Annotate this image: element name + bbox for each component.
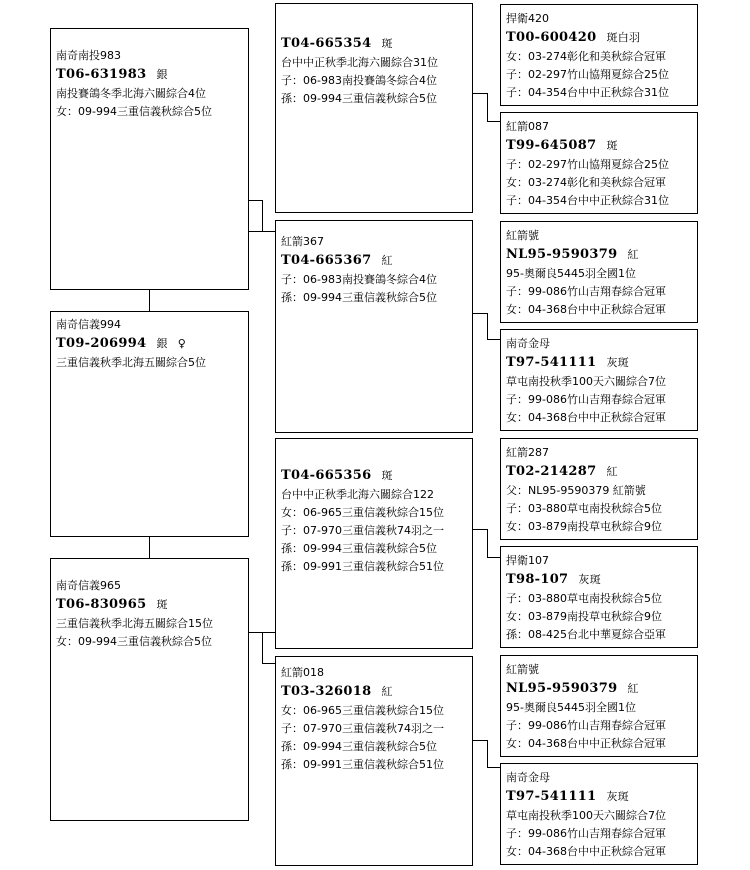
sire-sire-record: 子：06-983南投賽鴿冬綜合4位 <box>281 74 437 87</box>
dam-dam-record: 孫：09-991三重信義秋綜合51位 <box>281 758 444 771</box>
dss-color: 紅 <box>606 465 618 478</box>
dsd-ring-number: T98-107 <box>506 572 569 587</box>
dds-record: 女：04-368台中中正秋綜合冠軍 <box>506 737 666 750</box>
sire-dam-name: 紅箭367 <box>281 235 324 248</box>
dam-sire-ring-number: T04-665356 <box>281 468 372 483</box>
dam-sire-record: 子：07-970三重信義秋74羽之一 <box>281 524 444 537</box>
connector-line <box>487 339 500 340</box>
sire-ring-number: T06-631983 <box>56 67 147 82</box>
dsd-card[interactable] <box>500 546 698 648</box>
dam-record: 女：09-994三重信義秋綜合5位 <box>56 635 212 648</box>
sds-record: 女：04-368台中中正秋綜合冠軍 <box>506 303 666 316</box>
subject-name: 南奇信義994 <box>56 318 121 331</box>
ssd-ring-number: T99-645087 <box>506 138 597 153</box>
sire-card[interactable] <box>50 28 249 290</box>
sdd-name: 南奇金母 <box>506 337 550 350</box>
dam-dam-color: 紅 <box>381 685 393 698</box>
ddd-record: 子：99-086竹山吉翔春綜合冠軍 <box>506 827 666 840</box>
sss-ring-number: T00-600420 <box>506 30 597 45</box>
subject-sex-symbol: ♀ <box>177 337 187 350</box>
dss-card[interactable] <box>500 438 698 540</box>
sire-dam-ring-number: T04-665367 <box>281 253 372 268</box>
dam-dam-ring-number: T03-326018 <box>281 684 372 699</box>
sds-record: 95-奧爾良5445羽全國1位 <box>506 267 636 280</box>
sire-dam-record: 孫：09-994三重信義秋綜合5位 <box>281 291 437 304</box>
connector-line <box>248 231 275 232</box>
connector-line <box>487 529 488 557</box>
dam-color: 斑 <box>156 598 168 611</box>
subject-record: 三重信義秋季北海五關綜合5位 <box>56 356 206 369</box>
connector-line <box>149 289 150 311</box>
sds-color: 紅 <box>627 248 639 261</box>
sss-record: 子：02-297竹山協翔夏綜合25位 <box>506 68 669 81</box>
dss-record: 子：03-880草屯南投秋綜合5位 <box>506 502 662 515</box>
sdd-record: 女：04-368台中中正秋綜合冠軍 <box>506 411 666 424</box>
dsd-name: 捍衛107 <box>506 554 549 567</box>
sdd-record: 草屯南投秋季100天六關綜合7位 <box>506 375 666 388</box>
sire-sire-record: 台中中正秋季北海六關綜合31位 <box>281 56 438 69</box>
ssd-record: 子：02-297竹山協翔夏綜合25位 <box>506 158 669 171</box>
ddd-color: 灰斑 <box>606 790 630 803</box>
sire-sire-color: 斑 <box>381 37 393 50</box>
ssd-name: 紅箭087 <box>506 120 549 133</box>
connector-line <box>472 93 487 94</box>
connector-line <box>487 557 500 558</box>
sss-color: 斑白羽 <box>606 31 641 44</box>
connector-line <box>248 200 262 201</box>
sire-record: 南投賽鴿冬季北海六關綜合4位 <box>56 87 206 100</box>
connector-line <box>262 663 275 664</box>
dds-record: 95-奧爾良5445羽全國1位 <box>506 701 636 714</box>
sdd-record: 子：99-086竹山吉翔春綜合冠軍 <box>506 393 666 406</box>
sds-record: 子：99-086竹山吉翔春綜合冠軍 <box>506 285 666 298</box>
sire-dam-color: 紅 <box>381 254 393 267</box>
subject-card[interactable] <box>50 311 249 537</box>
sire-sire-ring-number: T04-665354 <box>281 36 372 51</box>
dam-sire-record: 孫：09-994三重信義秋綜合5位 <box>281 542 437 555</box>
connector-line <box>487 740 488 767</box>
dam-dam-card[interactable] <box>275 656 473 866</box>
connector-line <box>472 529 487 530</box>
dss-record: 女：03-879南投草屯秋綜合9位 <box>506 520 662 533</box>
sire-record: 女：09-994三重信義秋綜合5位 <box>56 105 212 118</box>
dam-dam-record: 子：07-970三重信義秋74羽之一 <box>281 722 444 735</box>
sss-card[interactable] <box>500 4 698 106</box>
dam-ring-number: T06-830965 <box>56 597 147 612</box>
sss-name: 捍衛420 <box>506 12 549 25</box>
sire-color: 銀 <box>156 68 168 81</box>
subject-ring-number: T09-206994 <box>56 336 147 351</box>
dam-sire-record: 台中中正秋季北海六關綜合122 <box>281 488 434 501</box>
ddd-record: 女：04-368台中中正秋綜合冠軍 <box>506 845 666 858</box>
connector-line <box>487 121 500 122</box>
dds-record: 子：99-086竹山吉翔春綜合冠軍 <box>506 719 666 732</box>
ssd-card[interactable] <box>500 112 698 214</box>
ssd-record: 女：03-274彰化和美秋綜合冠軍 <box>506 176 666 189</box>
dam-sire-color: 斑 <box>381 469 393 482</box>
dsd-record: 子：03-880草屯南投秋綜合5位 <box>506 592 662 605</box>
dam-card[interactable] <box>50 558 249 821</box>
dds-card[interactable] <box>500 655 698 757</box>
dam-sire-card[interactable] <box>275 438 473 649</box>
dam-dam-name: 紅箭018 <box>281 666 324 679</box>
connector-line <box>487 313 488 339</box>
ssd-color: 斑 <box>606 139 618 152</box>
dds-name: 紅箭號 <box>506 663 539 676</box>
dam-name: 南奇信義965 <box>56 579 121 592</box>
sire-dam-card[interactable] <box>275 220 473 433</box>
sdd-card[interactable] <box>500 329 698 431</box>
sire-name: 南奇南投983 <box>56 49 121 62</box>
dam-sire-record: 女：06-965三重信義秋綜合15位 <box>281 506 444 519</box>
ddd-card[interactable] <box>500 763 698 865</box>
sds-card[interactable] <box>500 221 698 323</box>
connector-line <box>262 200 263 231</box>
sire-sire-record: 孫：09-994三重信義秋綜合5位 <box>281 92 437 105</box>
subject-color: 銀 <box>156 337 168 350</box>
sds-ring-number: NL95-9590379 <box>506 247 618 262</box>
dss-ring-number: T02-214287 <box>506 464 597 479</box>
dam-dam-record: 孫：09-994三重信義秋綜合5位 <box>281 740 437 753</box>
sss-record: 女：03-274彰化和美秋綜合冠軍 <box>506 50 666 63</box>
connector-line <box>149 536 150 558</box>
sdd-ring-number: T97-541111 <box>506 355 597 370</box>
dsd-color: 灰斑 <box>578 573 602 586</box>
connector-line <box>487 93 488 121</box>
ssd-record: 子：04-354台中中正秋綜合31位 <box>506 194 669 207</box>
dds-ring-number: NL95-9590379 <box>506 681 618 696</box>
connector-line <box>262 632 263 663</box>
dds-color: 紅 <box>627 682 639 695</box>
dsd-record: 女：03-879南投草屯秋綜合9位 <box>506 610 662 623</box>
dss-name: 紅箭287 <box>506 446 549 459</box>
connector-line <box>487 767 500 768</box>
dsd-record: 孫：08-425台北中華夏綜合亞軍 <box>506 628 666 641</box>
ddd-name: 南奇金母 <box>506 771 550 784</box>
connector-line <box>472 313 487 314</box>
ddd-ring-number: T97-541111 <box>506 789 597 804</box>
sire-dam-record: 子：06-983南投賽鴿冬綜合4位 <box>281 273 437 286</box>
ddd-record: 草屯南投秋季100天六關綜合7位 <box>506 809 666 822</box>
sss-record: 子：04-354台中中正秋綜合31位 <box>506 86 669 99</box>
dam-sire-record: 孫：09-991三重信義秋綜合51位 <box>281 560 444 573</box>
connector-line <box>472 740 487 741</box>
sds-name: 紅箭號 <box>506 229 539 242</box>
dam-record: 三重信義秋季北海五關綜合15位 <box>56 617 213 630</box>
sire-sire-card[interactable] <box>275 3 473 213</box>
dss-record: 父：NL95-9590379 紅箭號 <box>506 484 646 497</box>
sdd-color: 灰斑 <box>606 356 630 369</box>
dam-dam-record: 女：06-965三重信義秋綜合15位 <box>281 704 444 717</box>
